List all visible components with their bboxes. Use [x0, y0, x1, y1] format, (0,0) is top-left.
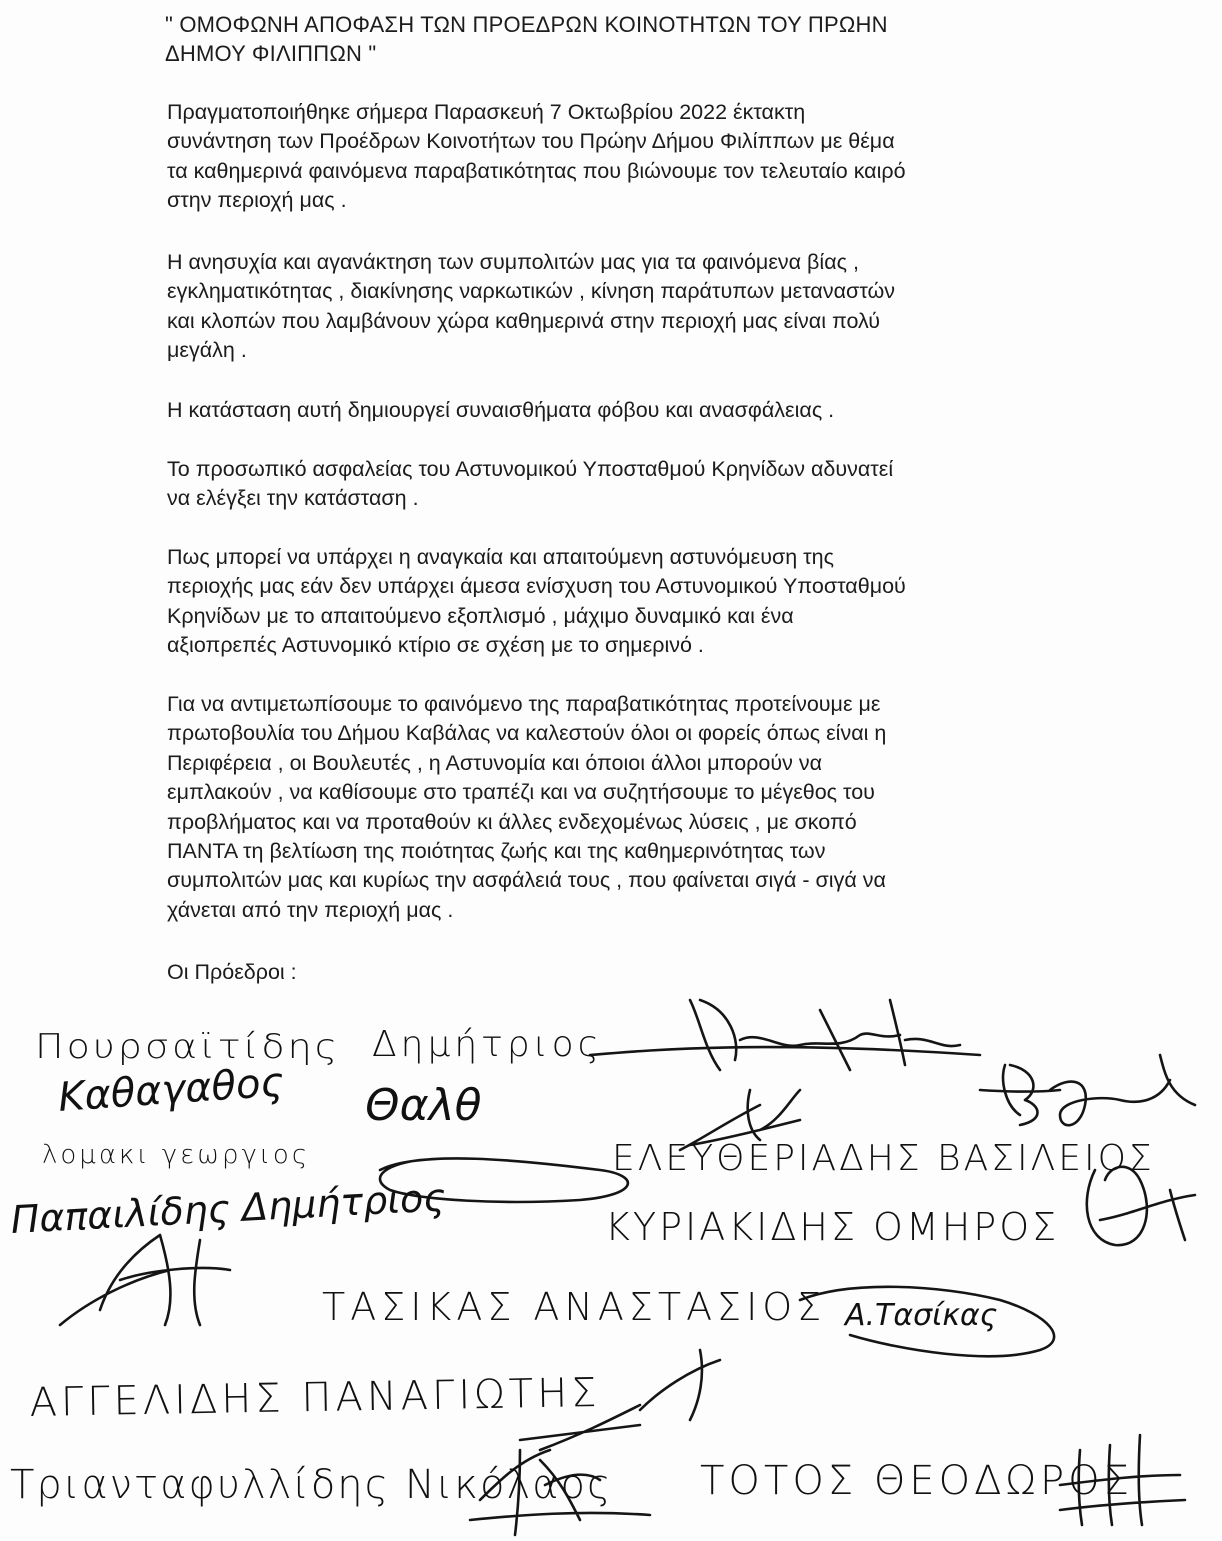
text-line: και κλοπών που λαμβάνουν χώρα καθημερινά στην περιοχή μας είναι πολύ [167, 308, 881, 333]
signer-signature-tasikas: Α.Τασίκας [845, 1298, 998, 1333]
signer-name-papailidis: Παπαιλίδης Δημήτριος [9, 1175, 447, 1242]
text-line: Το προσωπικό ασφαλείας του Αστυνομικού Υποσταθμού Κρηνίδων αδυνατεί [167, 457, 894, 481]
signer-name-triantafyllidis: Τριανταφυλλίδης Νικόλαος [10, 1462, 613, 1508]
text-line: Η ανησυχία και αγανάκτηση των συμπολιτών μας για τα φαινόμενα βίας , [167, 250, 859, 274]
signer-name-totos: ΤΟΤΟΣ ΘΕΟΔΩΡΟΣ [700, 1458, 1133, 1504]
text-line: Για να αντιμετωπίσουμε το φαινόμενο της παραβατικότητας προτείνουμε με [167, 692, 881, 716]
signers-label: Οι Πρόεδροι : [167, 960, 297, 984]
signer-name-kathagathos: Καθαγαθος [56, 1059, 286, 1121]
text-line: ΠΑΝΤΑ τη βελτίωση της ποιότητας ζωής και της καθημερινότητας των [167, 839, 826, 864]
signer-name-thalth: Θαλθ [365, 1080, 482, 1131]
text-line: Η κατάσταση αυτή δημιουργεί συναισθήματα φόβου και ανασφάλειας . [167, 398, 835, 422]
text-line: χάνεται από την περιοχή μας . [167, 897, 454, 922]
text-line: αξιοπρεπές Αστυνομικό κτίριο σε σχέση με το σημερινό . [167, 633, 704, 658]
text-line: στην περιοχή μας . [167, 188, 347, 213]
title-line-2: ΔΗΜΟΥ ΦΙΛΙΠΠΩΝ " [165, 41, 377, 66]
signer-name-tasikas: ΤΑΣΙΚΑΣ ΑΝΑΣΤΑΣΙΟΣ [322, 1285, 827, 1329]
signer-name-poursaitidis: Πουρσαϊτίδης [35, 1026, 341, 1066]
text-line: περιοχής μας εάν δεν υπάρχει άμεσα ενίσχυση του Αστυνομικού Υποσταθμού [167, 574, 906, 599]
signer-name-lomaki-georgios: λομακι γεωργιος [42, 1140, 311, 1170]
paragraph-fear [167, 396, 1047, 425]
text-line: Πραγματοποιήθηκε σήμερα Παρασκευή 7 Οκτωβρίου 2022 έκτακτη [167, 100, 806, 124]
signer-name-dimitrios: Δημήτριος [372, 1024, 603, 1065]
document-title [165, 10, 1065, 68]
text-line: Κρηνίδων με το απαιτούμενο εξοπλισμό , μάχιμο δυναμικό και ένα [167, 603, 794, 628]
signature-block [0, 980, 1222, 1541]
text-line: εγκληματικότητας , διακίνησης ναρκωτικών , κίνηση παράτυπων μεταναστών [167, 279, 896, 304]
text-line: Πως μπορεί να υπάρχει η αναγκαία και απαιτούμενη αστυνόμευση της [167, 545, 834, 569]
text-line: μεγάλη . [167, 338, 247, 363]
paragraph-police-staff [167, 455, 1047, 514]
signer-name-kyriakidis: ΚΥΡΙΑΚΙΔΗΣ ΟΜΗΡΟΣ [605, 1205, 1060, 1249]
text-line: συνάντηση των Προέδρων Κοινοτήτων του Πρώην Δήμου Φιλίππων με θέμα [167, 129, 895, 154]
paragraph-concern [167, 248, 1047, 366]
text-line: να ελέγξει την κατάσταση . [167, 486, 419, 511]
text-line: Περιφέρεια , οι Βουλευτές , η Αστυνομία και όποιοι άλλοι μπορούν να [167, 750, 823, 775]
paragraph-meeting [167, 98, 1047, 216]
paragraph-proposal [167, 690, 1047, 925]
text-line: τα καθημερινά φαινόμενα παραβατικότητας που βιώνουμε τον τελευταίο καιρό [167, 158, 906, 183]
text-line: συμπολιτών μας και κυρίως την ασφάλειά τους , που φαίνεται σιγά - σιγά να [167, 868, 886, 893]
text-line: πρωτοβουλία του Δήμου Καβάλας να καλεστούν όλοι οι φορείς όπως είναι η [167, 721, 887, 746]
signer-name-aggelidis: ΑΓΓΕΛΙΔΗΣ ΠΑΝΑΓΙΩΤΗΣ [29, 1370, 601, 1426]
text-line: προβλήματος και να προταθούν κι άλλες ενδεχομένως λύσεις , με σκοπό [167, 809, 857, 834]
title-line-1: " ΟΜΟΦΩΝΗ ΑΠΟΦΑΣΗ ΤΩΝ ΠΡΟΕΔΡΩΝ ΚΟΙΝΟΤΗΤΩΝ ΤΟΥ ΠΡΩΗΝ [165, 12, 888, 37]
paragraph-reinforcement [167, 543, 1047, 661]
signer-name-eleftheriadis: ΕΛΕΥΘΕΡΙΑΔΗΣ ΒΑΣΙΛΕΙΟΣ [612, 1138, 1155, 1179]
text-line: εμπλακούν , να καθίσουμε στο τραπέζι και να συζητήσουμε το μέγεθος του [167, 780, 875, 805]
